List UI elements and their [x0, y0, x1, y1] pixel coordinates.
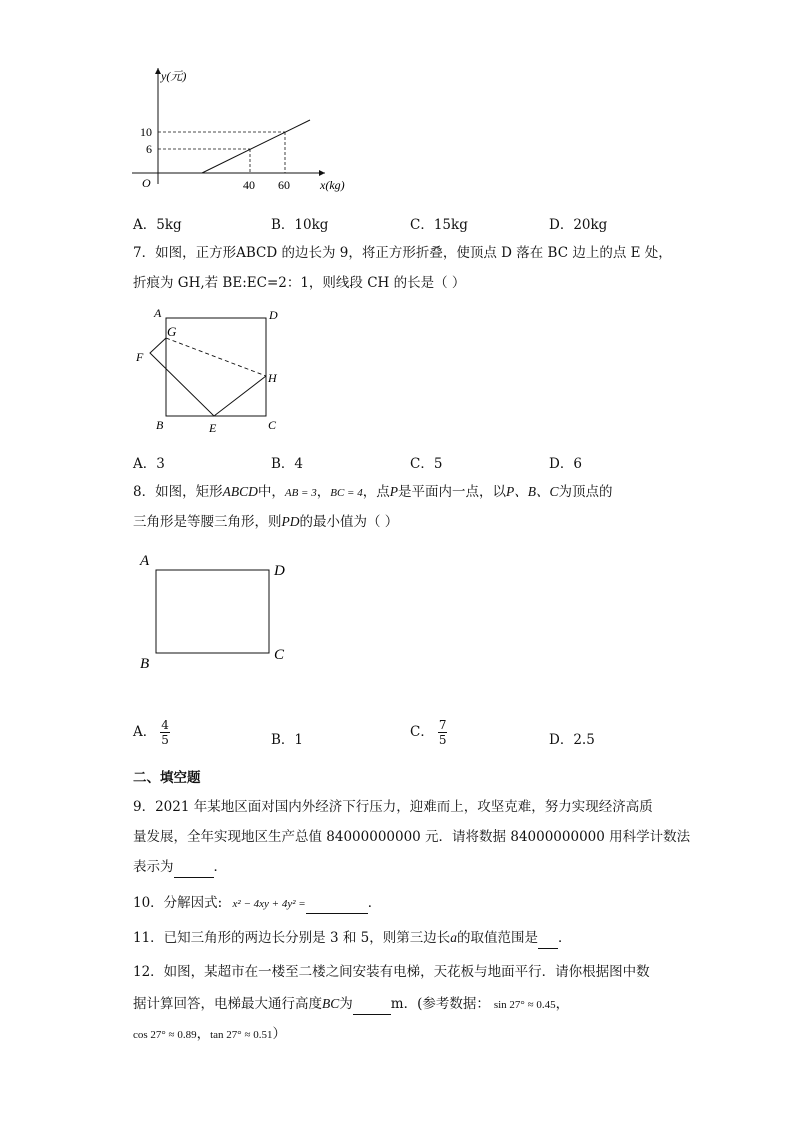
- q7-option-c[interactable]: C．5: [410, 456, 443, 472]
- label-g: G: [167, 324, 177, 339]
- price-weight-graph: [120, 62, 360, 197]
- label-a: A: [154, 306, 162, 320]
- label-b: B: [140, 656, 150, 672]
- folded-edge: [150, 338, 266, 416]
- label-a: A: [140, 553, 150, 569]
- section-heading: 二、填空题: [133, 770, 201, 786]
- fraction-4-5: $\frac{4}{5}$: [161, 718, 169, 747]
- crease-gh: [166, 338, 266, 376]
- price-line: [202, 120, 310, 173]
- q8-text-line2: 三角形是等腰三角形，则PD的最小值为（ ）: [133, 514, 399, 530]
- fraction-7-5: $\frac{7}{5}$: [438, 718, 447, 747]
- q6-option-a[interactable]: A．5kg: [133, 217, 182, 233]
- q8-text-line1: 8．如图，矩形ABCD中，AB = 3，BC = 4，点P是平面内一点，以P、B、C为顶点的: [133, 484, 613, 500]
- x-axis-label: x(kg): [320, 178, 345, 192]
- q12-text-line2: 据计算回答，电梯最大通行高度BC为 m．(参考数据： sin 27° ≈ 0.45，: [133, 994, 569, 1015]
- label-f: F: [136, 350, 144, 364]
- label-e: E: [209, 421, 217, 435]
- label-b: B: [156, 418, 164, 432]
- y-axis-label: y(元): [161, 69, 187, 83]
- x-tick-40: 40: [243, 178, 255, 192]
- q12-answer-blank[interactable]: [353, 994, 391, 1015]
- q7-text-line2: 折痕为 GH,若 BE:EC=2：1，则线段 CH 的长是（ ）: [133, 275, 466, 291]
- q8-option-c[interactable]: C． $\frac{7}{5}$: [410, 718, 447, 747]
- q8-option-d[interactable]: D．2.5: [549, 732, 595, 748]
- q6-option-d[interactable]: D．20kg: [549, 217, 608, 233]
- origin-label: O: [142, 176, 151, 190]
- q7-square-figure: [130, 300, 290, 440]
- q6-option-b[interactable]: B．10kg: [271, 217, 329, 233]
- q11-answer-blank[interactable]: [538, 928, 558, 949]
- q9-text-line1: 9．2021 年某地区面对国内外经济下行压力，迎难而上，攻坚克难，努力实现经济高质: [133, 799, 653, 815]
- q6-option-c[interactable]: C．15kg: [410, 217, 468, 233]
- q7-option-a[interactable]: A．3: [133, 456, 165, 472]
- q12-text-line1: 12．如图，某超市在一楼至二楼之间安装有电梯，天花板与地面平行．请你根据图中数: [133, 964, 650, 980]
- label-d: D: [274, 563, 285, 579]
- x-tick-60: 60: [278, 178, 290, 192]
- q10-text: 10．分解因式: x² − 4xy + 4y² = ．: [133, 893, 381, 914]
- square-abcd: [166, 318, 266, 416]
- label-c: C: [274, 647, 285, 663]
- label-d: D: [269, 308, 278, 322]
- label-c: C: [268, 418, 277, 432]
- q8-rectangle-figure: [130, 545, 300, 675]
- q10-answer-blank[interactable]: [306, 893, 368, 914]
- y-tick-6: 6: [146, 142, 152, 156]
- label-h: H: [268, 371, 277, 385]
- q7-option-b[interactable]: B．4: [271, 456, 304, 472]
- q9-text-line2: 量发展，全年实现地区生产总值 84000000000 元．请将数据 84000000000 用科学计数法: [133, 829, 691, 845]
- q7-option-d[interactable]: D．6: [549, 456, 582, 472]
- rectangle-abcd: [156, 570, 269, 653]
- q9-text-line3: 表示为 ．: [133, 857, 227, 878]
- q11-text: 11．已知三角形的两边长分别是 3 和 5，则第三边长a的取值范围是 ．: [133, 928, 571, 949]
- q7-text-line1: 7．如图，正方形ABCD 的边长为 9，将正方形折叠，使顶点 D 落在 BC 边上的点 E 处，: [133, 245, 672, 261]
- q8-option-a[interactable]: A． $\frac{4}{5}$: [133, 718, 169, 747]
- q9-answer-blank[interactable]: [174, 857, 214, 878]
- q8-option-b[interactable]: B．1: [271, 732, 304, 748]
- y-tick-10: 10: [140, 125, 152, 139]
- q12-text-line3: cos 27° ≈ 0.89，tan 27° ≈ 0.51）: [133, 1026, 286, 1042]
